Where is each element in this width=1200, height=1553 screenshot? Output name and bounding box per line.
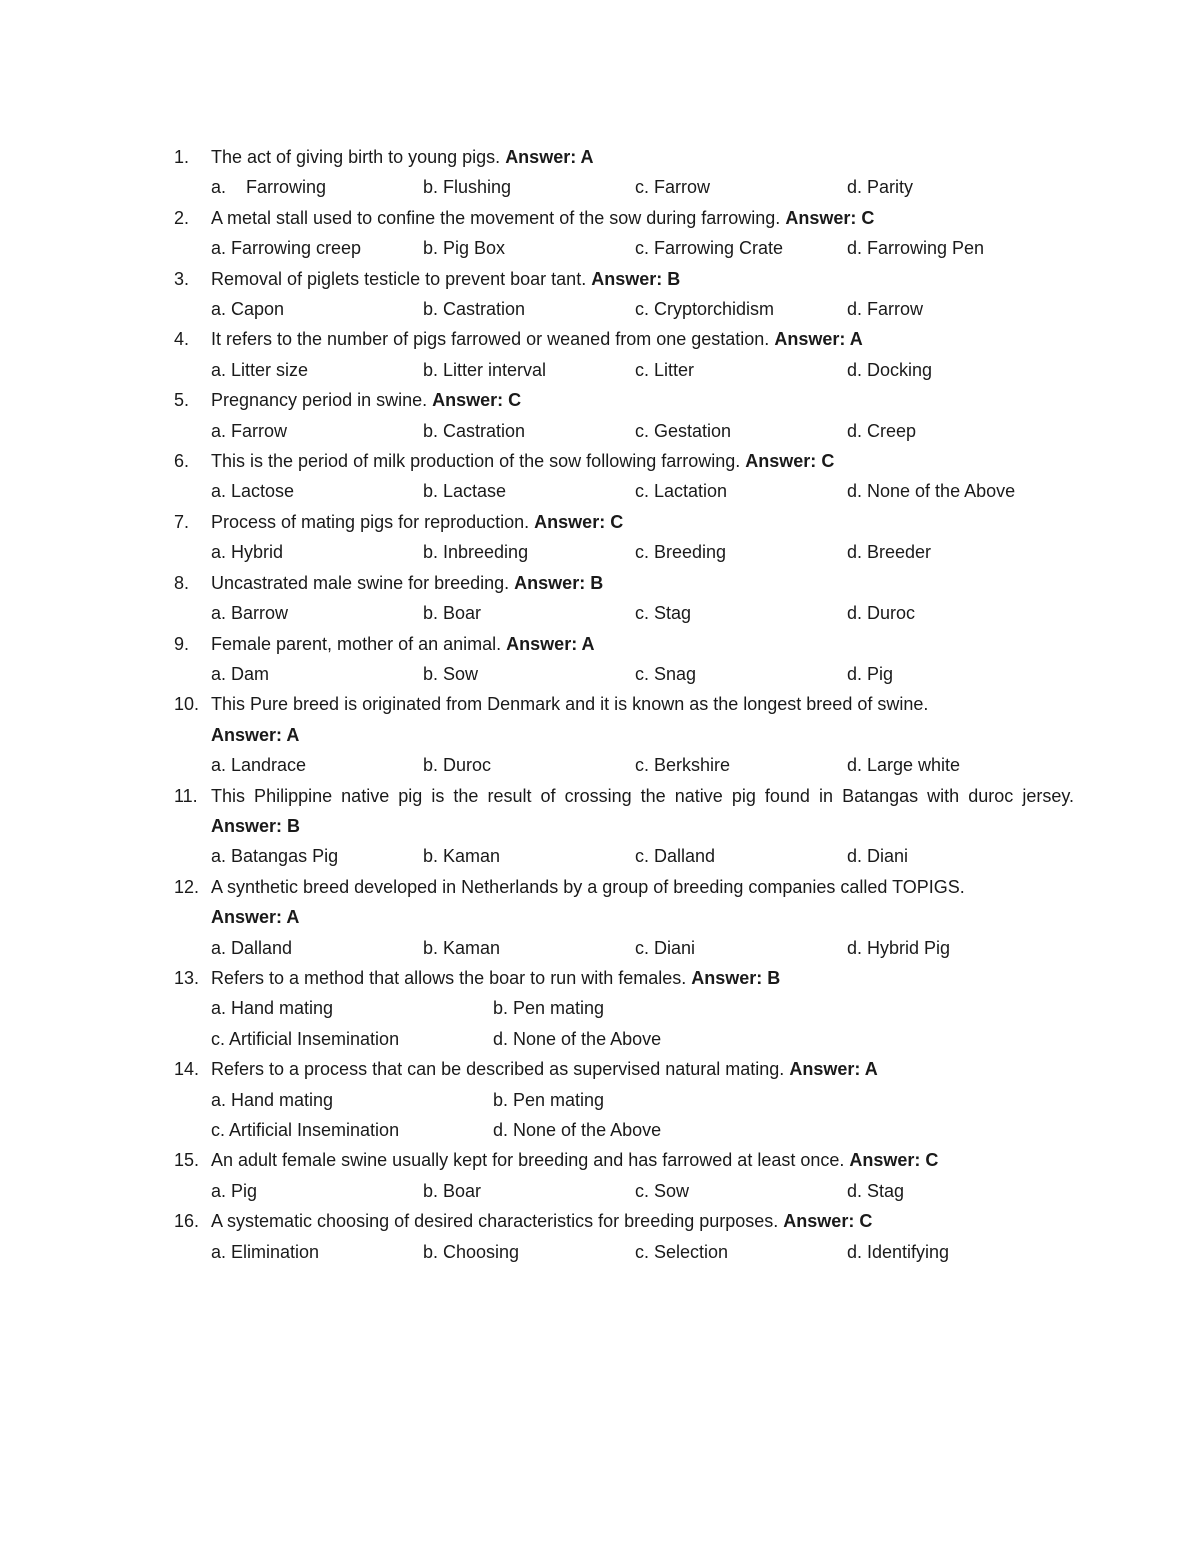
choice-d: d. Identifying: [847, 1241, 950, 1262]
question-text: Pregnancy period in swine. Answer: C: [211, 390, 522, 411]
choice-c: c. Cryptorchidism: [635, 299, 775, 320]
answer-key: Answer: A: [211, 907, 300, 928]
choice-c: c. Farrow: [635, 177, 711, 198]
choice-c: c. Diani: [635, 937, 696, 958]
choice-row: [211, 993, 1074, 1023]
question-text: This Pure breed is originated from Denmark and it is known as the longest breed of swine. Answer: A: [211, 694, 929, 745]
choice-row: [211, 537, 1074, 567]
question-text: Removal of piglets testicle to prevent boar tant. Answer: B: [211, 268, 681, 289]
choice-d: d. Breeder: [847, 542, 932, 563]
question-text: A synthetic breed developed in Netherlands by a group of breeding companies called TOPIGS. Answer: A: [211, 876, 965, 928]
question-text: It refers to the number of pigs farrowed or weaned from one gestation. Answer: A: [211, 329, 863, 350]
answer-key: Answer: B: [591, 268, 681, 289]
answer-key: Answer: B: [211, 815, 301, 836]
question-number: 5.: [174, 390, 190, 411]
choice-d: d. Creep: [847, 420, 917, 441]
choice-b: b. Pen mating: [493, 1089, 605, 1110]
question-number: 11.: [174, 785, 198, 806]
question-item: [174, 781, 1074, 872]
choice-b: b. Choosing: [423, 1241, 520, 1262]
question-text: A metal stall used to confine the movement of the sow during farrowing. Answer: C: [211, 207, 875, 228]
question-item: [174, 1054, 1074, 1145]
choice-a: a. Farrowing: [211, 177, 327, 198]
question-item: [174, 1145, 1074, 1206]
choice-d: d. Parity: [847, 177, 914, 198]
question-number: 16.: [174, 1211, 200, 1232]
choice-c: c. Selection: [635, 1241, 729, 1262]
answer-key: Answer: C: [432, 390, 522, 411]
question-item: [174, 324, 1074, 385]
choice-a: a. Hybrid: [211, 542, 284, 563]
question-item: [174, 629, 1074, 690]
answer-key: Answer: A: [505, 147, 594, 167]
choice-d: d. Large white: [847, 755, 961, 776]
question-list: [174, 142, 1074, 1267]
question-text: Female parent, mother of an animal. Answer: A: [211, 633, 595, 654]
choice-b: b. Boar: [423, 603, 482, 624]
choice-c: c. Dalland: [635, 846, 716, 867]
question-item: [174, 203, 1074, 264]
question-item: [174, 689, 1074, 780]
question-number: 3.: [174, 268, 190, 289]
choice-a: a. Capon: [211, 299, 285, 320]
question-number: 1.: [174, 147, 190, 167]
choice-row: [211, 841, 1074, 871]
question-item: [174, 142, 1074, 203]
question-number: 8.: [174, 572, 190, 593]
choice-row: [211, 355, 1074, 385]
choice-row: [211, 476, 1074, 506]
choice-a: a. Farrow: [211, 420, 288, 441]
choice-d: d. Farrow: [847, 299, 924, 320]
choice-b: b. Inbreeding: [423, 542, 529, 563]
choice-row: [211, 598, 1074, 628]
choice-row: [211, 294, 1074, 324]
choice-d: d. Pig: [847, 663, 894, 684]
question-text: This is the period of milk production of the sow following farrowing. Answer: C: [211, 451, 835, 472]
choice-b: b. Flushing: [423, 177, 512, 198]
question-number: 12.: [174, 876, 200, 897]
answer-key: Answer: A: [789, 1059, 878, 1080]
question-text: A systematic choosing of desired characteristics for breeding purposes. Answer: C: [211, 1211, 873, 1232]
choice-a: a. Landrace: [211, 755, 307, 776]
question-number: 9.: [174, 633, 190, 654]
choice-c: c. Farrowing Crate: [635, 238, 784, 259]
choice-c: c. Artificial Insemination: [211, 1120, 400, 1140]
choice-d: d. Hybrid Pig: [847, 937, 951, 958]
choice-c: c. Snag: [635, 663, 697, 684]
question-number: 7.: [174, 511, 190, 532]
choice-b: b. Castration: [423, 420, 526, 441]
choice-b: b. Pen mating: [493, 998, 605, 1019]
choice-b: b. Sow: [423, 663, 479, 684]
choice-c: c. Artificial Insemination: [211, 1028, 400, 1049]
answer-key: Answer: A: [774, 329, 863, 350]
choice-b: b. Litter interval: [423, 359, 547, 380]
choice-c: c. Sow: [635, 1180, 690, 1201]
choice-c: c. Stag: [635, 603, 692, 624]
choice-c: c. Berkshire: [635, 755, 731, 776]
choice-d: d. None of the Above: [493, 1028, 662, 1049]
question-number: 4.: [174, 329, 190, 350]
choice-b: b. Castration: [423, 299, 526, 320]
choice-row: [211, 1176, 1074, 1206]
choice-c: c. Litter: [635, 359, 695, 380]
answer-key: Answer: A: [506, 633, 595, 654]
choice-d: d. Duroc: [847, 603, 916, 624]
question-number: 6.: [174, 451, 190, 472]
question-number: 2.: [174, 207, 190, 228]
choice-b: b. Lactase: [423, 481, 507, 502]
question-text: An adult female swine usually kept for breeding and has farrowed at least once. Answer: C: [211, 1150, 939, 1171]
choice-c: c. Gestation: [635, 420, 732, 441]
choice-row: [211, 1085, 1074, 1115]
choice-b: b. Kaman: [423, 937, 501, 958]
choice-b: b. Pig Box: [423, 238, 506, 259]
choice-row: [211, 416, 1074, 446]
answer-key: Answer: A: [211, 724, 300, 745]
choice-row: [211, 172, 1074, 202]
question-item: [174, 568, 1074, 629]
choice-a: a. Barrow: [211, 603, 289, 624]
choice-a: a. Dam: [211, 663, 270, 684]
choice-row: [211, 1115, 1074, 1145]
question-item: [174, 446, 1074, 507]
choice-a: a. Hand mating: [211, 1089, 334, 1110]
question-number: 13.: [174, 967, 200, 988]
question-item: [174, 507, 1074, 568]
choice-row: [211, 1237, 1074, 1267]
question-text: Process of mating pigs for reproduction. Answer: C: [211, 511, 624, 532]
choice-row: [211, 233, 1074, 263]
question-number: 15.: [174, 1150, 200, 1171]
choice-c: c. Breeding: [635, 542, 727, 563]
question-item: [174, 872, 1074, 963]
choice-a: a. Farrowing creep: [211, 238, 362, 259]
answer-key: Answer: B: [691, 967, 781, 988]
question-item: [174, 264, 1074, 325]
choice-a: a. Litter size: [211, 359, 309, 380]
choice-row: [211, 750, 1074, 780]
question-text: Uncastrated male swine for breeding. Answer: B: [211, 572, 604, 593]
question-text: Refers to a method that allows the boar to run with females. Answer: B: [211, 967, 781, 988]
choice-b: b. Kaman: [423, 846, 501, 867]
choice-a: a. Batangas Pig: [211, 846, 339, 867]
answer-key: Answer: C: [785, 207, 875, 228]
question-number: 10.: [174, 694, 200, 715]
choice-b: b. Boar: [423, 1180, 482, 1201]
choice-d: d. None of the Above: [493, 1120, 662, 1140]
choice-d: d. Stag: [847, 1180, 905, 1201]
answer-key: Answer: C: [745, 451, 835, 472]
choice-row: [211, 1024, 1074, 1054]
answer-key: Answer: C: [849, 1150, 939, 1171]
choice-d: d. Diani: [847, 846, 909, 867]
choice-a: a. Pig: [211, 1180, 258, 1201]
question-text: This Philippine native pig is the result of crossing the native pig found in Batangas with duroc jersey. Answer: B: [211, 785, 1074, 836]
answer-key: Answer: C: [534, 511, 624, 532]
question-text: The act of giving birth to young pigs. Answer: A: [211, 147, 594, 167]
question-item: [174, 963, 1074, 1054]
choice-a: a. Lactose: [211, 481, 295, 502]
question-item: [174, 385, 1074, 446]
choice-a: a. Dalland: [211, 937, 293, 958]
choice-c: c. Lactation: [635, 481, 728, 502]
answer-key: Answer: C: [783, 1211, 873, 1232]
choice-row: [211, 933, 1074, 963]
question-item: [174, 1206, 1074, 1267]
choice-b: b. Duroc: [423, 755, 492, 776]
choice-row: [211, 659, 1074, 689]
choice-a: a. Elimination: [211, 1241, 320, 1262]
choice-d: d. None of the Above: [847, 481, 1016, 502]
choice-d: d. Farrowing Pen: [847, 238, 985, 259]
question-number: 14.: [174, 1059, 200, 1080]
answer-key: Answer: B: [514, 572, 604, 593]
choice-d: d. Docking: [847, 359, 933, 380]
choice-a: a. Hand mating: [211, 998, 334, 1019]
question-text: Refers to a process that can be described as supervised natural mating. Answer: A: [211, 1059, 878, 1080]
